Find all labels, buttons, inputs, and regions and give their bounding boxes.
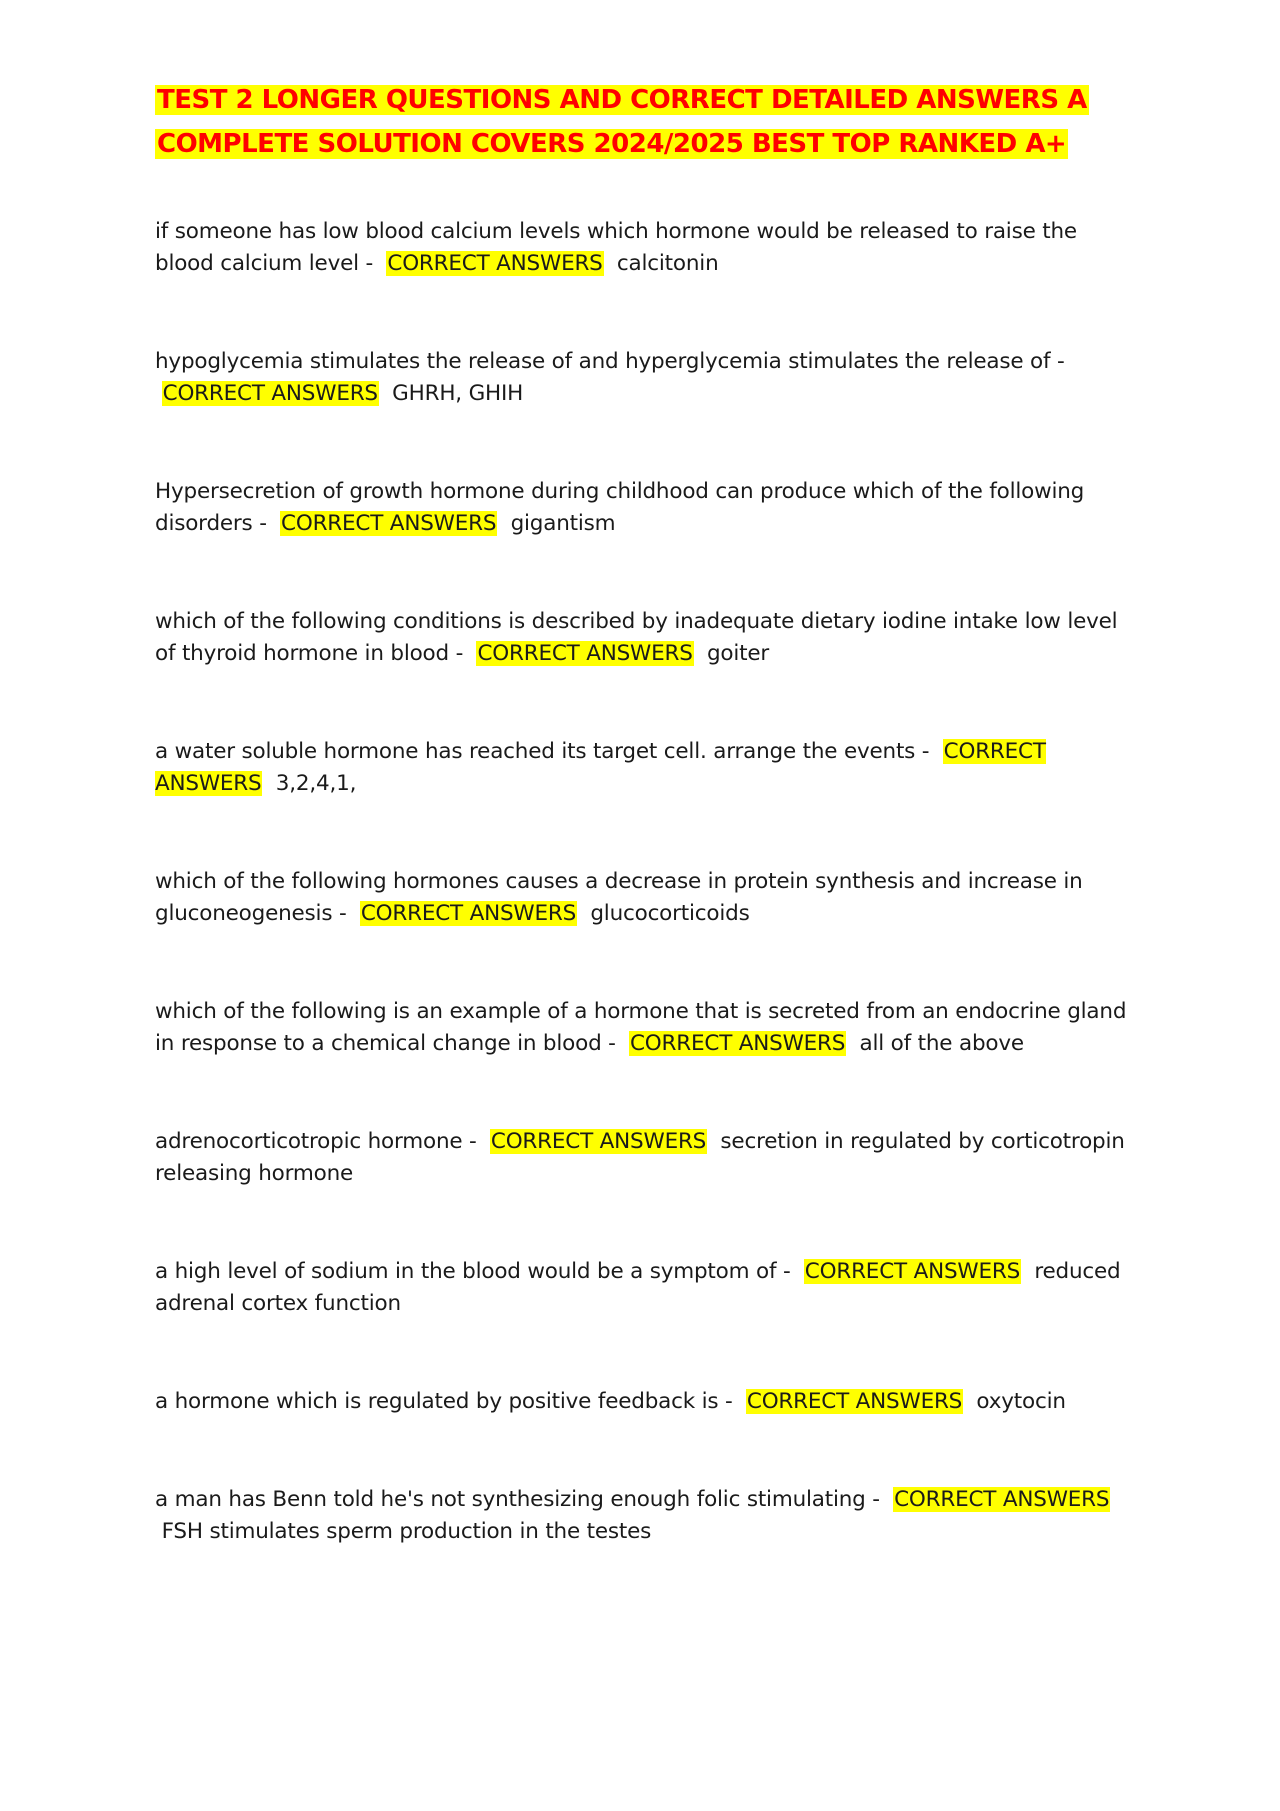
answer-text: secretion in regulated by corticotropin releasing hormone — [155, 1129, 1125, 1186]
question-text: hypoglycemia stimulates the release of and hyperglycemia stimulates the release of - — [155, 349, 1065, 374]
answer-text: gigantism — [510, 511, 616, 536]
qa-item — [155, 866, 1130, 930]
qa-item — [155, 476, 1130, 540]
answer-label: CORRECT ANSWERS — [804, 1259, 1021, 1284]
answer-text: GHRH, GHIH — [392, 381, 524, 406]
answer-text: reduced adrenal cortex function — [155, 1259, 1121, 1316]
qa-item — [155, 346, 1130, 410]
answer-label: CORRECT ANSWERS — [281, 511, 497, 536]
answer-text: 3,2,4,1, — [275, 771, 357, 796]
title-highlight: TEST 2 LONGER QUESTIONS AND CORRECT DETAILED ANSWERS A COMPLETE SOLUTION COVERS 2024/2025 BEST TOP RANKED A+ — [157, 85, 1087, 159]
answer-label: CORRECT ANSWERS — [155, 739, 1046, 796]
question-text: adrenocorticotropic hormone - — [155, 1129, 477, 1154]
answer-label: CORRECT ANSWERS — [894, 1487, 1110, 1512]
qa-item — [155, 606, 1130, 670]
answer-label: CORRECT ANSWERS — [162, 381, 378, 406]
answer-text: glucocorticoids — [590, 901, 750, 926]
qa-item — [155, 1484, 1130, 1548]
question-text: which of the following conditions is described by inadequate dietary iodine intake low level of thyroid hormone in blood - — [155, 609, 1118, 666]
answer-label: CORRECT ANSWERS — [746, 1389, 963, 1414]
qa-item — [155, 1256, 1130, 1320]
document-title — [155, 78, 1130, 166]
question-text: a water soluble hormone has reached its target cell. arrange the events - — [155, 739, 930, 764]
qa-item — [155, 1126, 1130, 1190]
answer-label: CORRECT ANSWERS — [360, 901, 577, 926]
question-text: which of the following hormones causes a decrease in protein synthesis and increase in gluconeogenesis - — [155, 869, 1083, 926]
answer-text: goiter — [706, 641, 770, 666]
answer-label: CORRECT ANSWERS — [477, 641, 693, 666]
qa-item — [155, 1386, 1130, 1418]
answer-label: CORRECT ANSWERS — [387, 251, 603, 276]
question-text: if someone has low blood calcium levels which hormone would be released to raise the blood calcium level - — [155, 219, 1077, 276]
qa-list — [155, 216, 1130, 1548]
question-text: a man has Benn told he's not synthesizing enough folic stimulating - — [155, 1487, 880, 1512]
answer-text: all of the above — [859, 1031, 1024, 1056]
question-text: a hormone which is regulated by positive feedback is - — [155, 1389, 733, 1414]
answer-text: FSH stimulates sperm production in the testes — [161, 1519, 652, 1544]
question-text: Hypersecretion of growth hormone during childhood can produce which of the following disorders - — [155, 479, 1085, 536]
qa-item — [155, 736, 1130, 800]
answer-label: CORRECT ANSWERS — [490, 1129, 707, 1154]
answer-text: calcitonin — [616, 251, 719, 276]
answer-label: CORRECT ANSWERS — [630, 1031, 846, 1056]
question-text: a high level of sodium in the blood would be a symptom of - — [155, 1259, 791, 1284]
answer-text: oxytocin — [976, 1389, 1066, 1414]
document-page — [155, 78, 1130, 1614]
qa-item — [155, 216, 1130, 280]
question-text: which of the following is an example of a hormone that is secreted from an endocrine gland in response to a chemical change in blood - — [155, 999, 1127, 1056]
qa-item — [155, 996, 1130, 1060]
